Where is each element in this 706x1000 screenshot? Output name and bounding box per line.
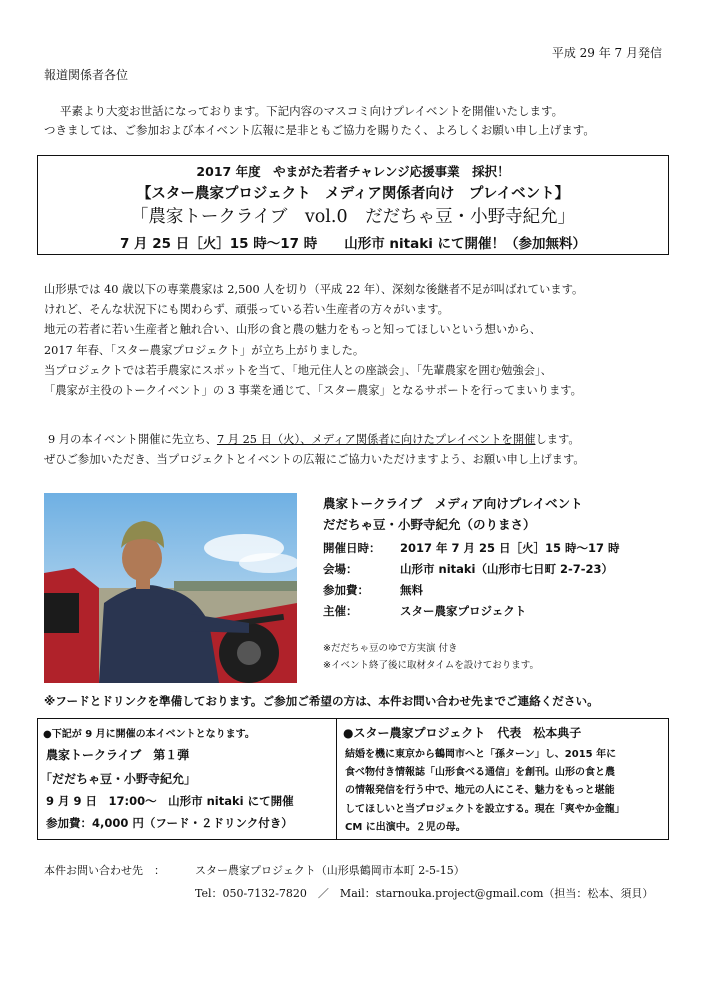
contact-org: スター農家プロジェクト（山形県鶴岡市本町 2-5-15） xyxy=(195,864,465,877)
farmer-on-tractor-image xyxy=(44,493,297,683)
event-note-2: ※イベント終了後に取材タイムを設けております。 xyxy=(323,660,540,671)
food-note: ※フードとドリンクを準備しております。ご参加ご希望の方は、本件お問い合わせ先までご連絡ください。 xyxy=(44,694,599,708)
body-line: けれど、そんな状況下にも関わらず、頑張っている若い生産者の方々がいます。 xyxy=(44,303,449,317)
title-box xyxy=(37,155,669,255)
representative-box xyxy=(336,718,669,840)
representative-bio xyxy=(345,746,625,837)
bio-line: 食べ物付き情報誌「山形食べる通信」を創刊。山形の食と農 xyxy=(345,767,615,779)
recipient: 報道関係者各位 xyxy=(44,68,129,82)
body-underlined: 7 月 25 日（火）、メディア関係者に向けたプレイベントを開催 xyxy=(216,433,536,446)
body-pre: 9 月の本イベント開催に先立ち、 xyxy=(48,433,217,446)
title-line-4: 7 月 25 日［火］15 時〜17 時 山形市 nitaki にて開催！（参加無料） xyxy=(119,236,587,252)
detail-label: 主催： xyxy=(323,604,358,618)
detail-value: スター農家プロジェクト xyxy=(400,604,527,618)
body-line: 当プロジェクトでは若手農家にスポットを当て、「地元住人との座談会」、「先輩農家を囲む勉強会」、 xyxy=(44,363,552,377)
title-line-3: 「農家トークライブ vol.0 だだちゃ豆・小野寺紀允」 xyxy=(130,207,576,227)
event-details xyxy=(323,540,620,624)
body-line: 地元の若者に若い生産者と触れ合い、山形の食と農の魅力をもっと知ってほしいという想いから、 xyxy=(44,323,542,337)
upcoming-fee: 参加費：4,000 円（フード・２ドリンク付き） xyxy=(46,816,293,830)
representative-heading: ●スター農家プロジェクト 代表 松本典子 xyxy=(343,726,582,740)
event-note-1: ※だだちゃ豆のゆで方実演 付き xyxy=(323,643,458,654)
upcoming-date: 9 月 9 日 17:00〜 山形市 nitaki にて開催 xyxy=(46,794,294,808)
bio-line: CM に出演中。２児の母。 xyxy=(345,821,466,833)
detail-label: 開催日時： xyxy=(323,541,381,555)
detail-value: 2017 年 7 月 25 日［火］15 時〜17 時 xyxy=(400,541,620,555)
body-paragraph-1 xyxy=(44,280,583,401)
body-line: 「農家が主役のトークイベント」の 3 事業を通じて、「スター農家」となるサポートを行ってまいります。 xyxy=(44,384,582,398)
issue-date: 平成 29 年 7 月発信 xyxy=(551,46,662,60)
body-paragraph-2 xyxy=(44,430,585,470)
detail-value: 無料 xyxy=(400,583,423,597)
contact-tel-mail: Tel：050-7132-7820 ／ Mail：starnouka.project@gmail.com（担当：松本、須貝） xyxy=(195,887,654,900)
body-line: ぜひご参加いただき、当プロジェクトとイベントの広報にご協力いただけますよう、お願い申し上げます。 xyxy=(44,453,585,467)
upcoming-title: 農家トークライブ 第１弾 xyxy=(46,748,190,762)
contact-label: 本件お問い合わせ先 ： xyxy=(44,864,165,877)
upcoming-subtitle: 「だだちゃ豆・小野寺紀允」 xyxy=(40,772,197,786)
upcoming-event-box xyxy=(37,718,337,840)
detail-label: 会場： xyxy=(323,562,358,576)
body-line: 山形県では 40 歳以下の専業農家は 2,500 人を切り（平成 22 年）、深刻な後継者不足が叫ばれています。 xyxy=(44,283,584,296)
title-line-2: 【スター農家プロジェクト メディア関係者向け プレイベント】 xyxy=(136,186,570,202)
upcoming-heading: ●下記が 9 月に開催の本イベントとなります。 xyxy=(43,729,255,740)
bio-line: 結婚を機に東京から鶴岡市へと「孫ターン」し、2015 年に xyxy=(345,749,617,760)
greeting-line-2: つきましては、ご参加および本イベント広報に是非ともご協力を賜りたく、よろしくお願い申し上げます。 xyxy=(44,123,595,137)
bio-line: の情報発信を行う中で、地元の人にこそ、魅力をもっと堪能 xyxy=(345,785,615,797)
event-title: 農家トークライブ メディア向けプレイベント xyxy=(323,496,583,511)
greeting-line-1: 平素より大変お世話になっております。下記内容のマスコミ向けプレイベントを開催いたします。 xyxy=(60,104,564,118)
event-subtitle: だだちゃ豆・小野寺紀允（のりまさ） xyxy=(323,517,536,532)
bio-line: してほしいと当プロジェクトを設立する。現在「爽やか金龍」 xyxy=(345,803,625,815)
detail-value: 山形市 nitaki（山形市七日町 2-7-23） xyxy=(400,562,614,576)
detail-label: 参加費： xyxy=(323,583,369,597)
farmer-photo xyxy=(44,493,297,683)
title-line-1: 2017 年度 やまがた若者チャレンジ応援事業 採択！ xyxy=(196,164,510,179)
body-post: します。 xyxy=(535,433,580,446)
body-line: 2017 年春、「スター農家プロジェクト」が立ち上がりました。 xyxy=(44,343,365,357)
